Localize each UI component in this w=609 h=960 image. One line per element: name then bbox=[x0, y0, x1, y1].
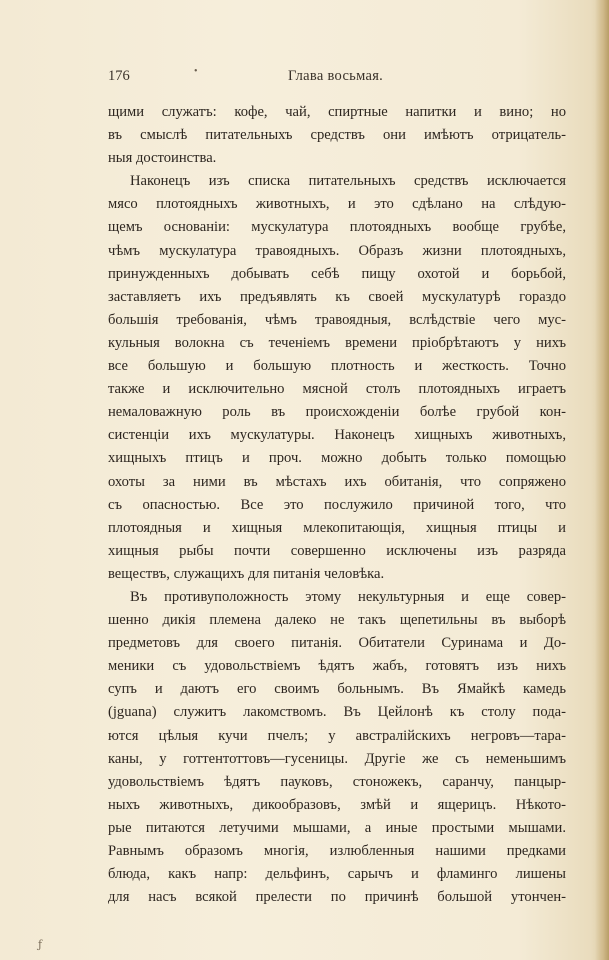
header-separator: • bbox=[194, 66, 198, 77]
text-line: ныхъ животныхъ, дикообразовъ, змѣй и ящерицъ. Нѣкото- bbox=[108, 796, 566, 813]
text-line: рые питаются летучими мышами, а иные простыми мышами. bbox=[108, 819, 566, 836]
footer-mark: ƒ bbox=[38, 938, 43, 951]
text-line: Въ противуположность этому некультурныя и еще совер- bbox=[130, 588, 566, 605]
text-line: плотоядныя и хищныя млекопитающiя, хищныя птицы и bbox=[108, 519, 566, 536]
chapter-title: Глава восьмая. bbox=[288, 68, 384, 84]
text-line: въ смыслѣ питательныхъ средствъ они имѣютъ отрицатель- bbox=[108, 127, 566, 144]
page-number: 176 bbox=[108, 68, 130, 84]
text-line: супъ и даютъ его своимъ больнымъ. Въ Ямайкѣ камедь bbox=[108, 681, 566, 698]
text-line: Равнымъ образомъ многiя, излюбленныя нашими предками bbox=[108, 843, 566, 859]
running-head bbox=[108, 68, 566, 90]
text-line: принужденныхъ добывать себѣ пищу охотой и борьбой, bbox=[108, 265, 566, 282]
text-line: чѣмъ мускулатура травоядныхъ. Образъ жизни плотоядныхъ, bbox=[108, 242, 566, 259]
text-line: хищныя рыбы почти совершенно исключены изъ разряда bbox=[108, 542, 566, 559]
text-line: систенцiи ихъ мускулатуры. Наконецъ хищныхъ животныхъ, bbox=[108, 427, 566, 444]
text-line: предметовъ для своего питанiя. Обитатели Суринама и До- bbox=[108, 635, 566, 652]
text-line: удовольствiемъ ѣдятъ пауковъ, стоножекъ, саранчу, панцыр- bbox=[108, 773, 566, 790]
text-line: щемъ основанiи: мускулатура плотоядныхъ вообще грубѣе, bbox=[108, 219, 566, 236]
text-line: все большую и большую плотность и жесткость. Точно bbox=[108, 358, 566, 375]
page-edge-shadow bbox=[595, 0, 609, 960]
text-line: веществъ, служащихъ для питанiя человѣка. bbox=[108, 565, 385, 582]
text-line: (jguana) служитъ лакомствомъ. Въ Цейлонѣ къ столу пода- bbox=[108, 704, 566, 721]
text-line: хищныхъ птицъ и проч. можно добыть только помощью bbox=[108, 450, 566, 467]
text-line: шенно дикiя племена далеко не такъ щепетильны въ выборѣ bbox=[108, 612, 566, 629]
text-line: большiя требованiя, чѣмъ травоядныя, вслѣдствiе чего мус- bbox=[108, 311, 566, 328]
body-text bbox=[108, 101, 566, 909]
text-line: каны, у готтентоттовъ—гусеницы. Другiе же съ неменьшимъ bbox=[108, 750, 566, 767]
text-line: для насъ всякой прелести по причинѣ большой утончен- bbox=[108, 889, 566, 906]
text-line: ныя достоинства. bbox=[108, 150, 217, 167]
text-line: мясо плотоядныхъ животныхъ, и это сдѣлано на слѣдую- bbox=[108, 196, 566, 213]
text-line: съ опасностью. Все это послужило причиной того, что bbox=[108, 496, 566, 513]
text-line: блюда, какъ напр: дельфинъ, сарычъ и фламинго лишены bbox=[108, 866, 566, 883]
text-line: также и исключительно мясной столъ плотоядныхъ играетъ bbox=[108, 381, 566, 398]
text-line: кульныя волокна съ теченiемъ времени прiобрѣтаютъ у нихъ bbox=[108, 334, 566, 351]
text-line: немаловажную роль въ происхожденiи болѣе грубой кон- bbox=[108, 404, 566, 421]
text-line: меники съ удовольствiемъ ѣдятъ жабъ, готовятъ изъ нихъ bbox=[108, 658, 566, 675]
text-line: заставляетъ ихъ предъявлять къ своей мускулатурѣ гораздо bbox=[108, 288, 566, 305]
text-line: Наконецъ изъ списка питательныхъ средствъ исключается bbox=[130, 173, 566, 190]
text-line: ются цѣлыя кучи пчелъ; у австралiйскихъ негровъ—тара- bbox=[108, 727, 566, 744]
text-line: охоты за ними въ мѣстахъ ихъ обитанiя, что сопряжено bbox=[108, 473, 566, 490]
text-line: щими служатъ: кофе, чай, спиртные напитки и вино; но bbox=[108, 104, 566, 120]
